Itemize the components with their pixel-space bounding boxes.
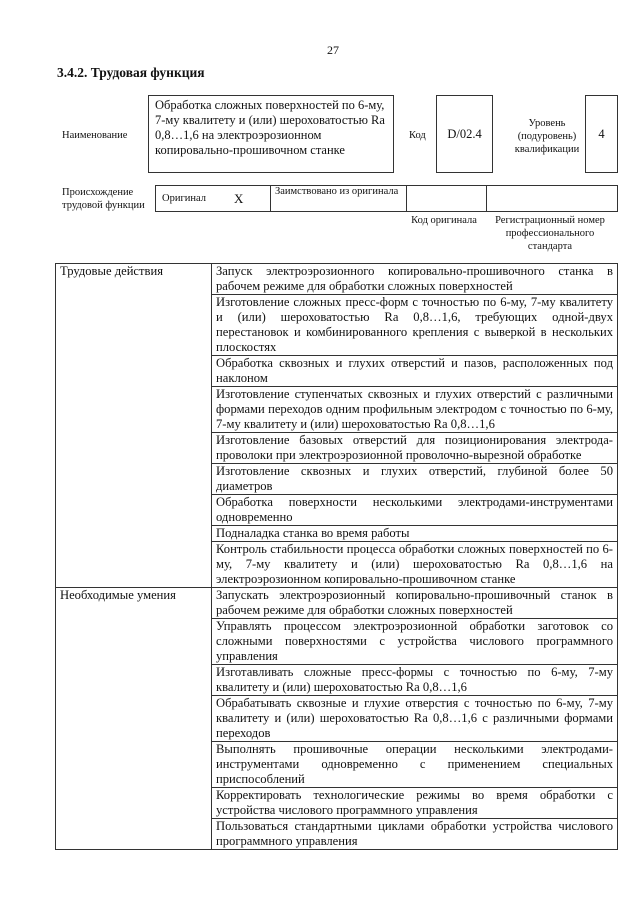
code-label: Код	[409, 130, 426, 141]
list-item: Подналадка станка во время работы	[212, 526, 618, 542]
list-item: Изготавливать сложные пресс-формы с точностью по 6-му, 7-му квалитету и (или) шероховатостью Ra 0,8…1,6	[212, 665, 618, 696]
origin-row	[155, 185, 618, 212]
list-item: Выполнять прошивочные операции несколькими электродами-инструментами одновременно с применением специальных приспособлений	[212, 742, 618, 788]
function-name-box: Обработка сложных поверхностей по 6-му, 7-му квалитету и (или) шероховатостью Ra 0,8…1,6 на электроэрозионном копировально-прошивочном станке	[148, 95, 394, 173]
list-item: Изготовление ступенчатых сквозных и глухих отверстий с различными формами переходов одним профильным электродом с точностью по 6-му, 7-му квалитету и (или) шероховатостью Ra 0,8…1,6	[212, 387, 618, 433]
level-box: 4	[585, 95, 618, 173]
origin-code-cell	[407, 186, 487, 211]
section-heading: 3.4.2. Трудовая функция	[57, 65, 205, 80]
code-box: D/02.4	[436, 95, 493, 173]
list-item: Запускать электроэрозионный копировально-прошивочный станок в рабочем режиме для обработки сложных поверхностей	[212, 588, 618, 619]
list-item: Изготовление сложных пресс-форм с точностью по 6-му, 7-му квалитету и (или) шероховатостью Ra 0,8…1,6, требующих одной-двух перестановок и комбинированного крепления с выверкой в нескольких плоскостях	[212, 295, 618, 356]
function-details-table	[55, 263, 618, 850]
list-item: Пользоваться стандартными циклами обработки устройства числового программного управления	[212, 819, 618, 850]
table-row	[56, 588, 618, 619]
level-label: Уровень (подуровень) квалификации	[514, 118, 580, 155]
origin-code-caption: Код оригинала	[411, 215, 477, 226]
origin-reg-caption: Регистрационный номер профессионального стандарта	[495, 215, 605, 252]
list-item: Обрабатывать сквозные и глухие отверстия с точностью по 6-му, 7-му квалитету и (или) шероховатостью Ra 0,8…1,6 с различными формами переходов	[212, 696, 618, 742]
origin-original-label: Оригинал	[162, 192, 206, 204]
origin-label: Происхождение трудовой функции	[62, 187, 145, 211]
list-item: Управлять процессом электроэрозионной обработки заготовок со сложными поверхностями с устройства числового программного управления	[212, 619, 618, 665]
section-title: Необходимые умения	[56, 588, 212, 850]
origin-borrowed-label: Заимствовано из оригинала	[271, 186, 407, 211]
list-item: Корректировать технологические режимы во время обработки с устройства числового программного управления	[212, 788, 618, 819]
page-number: 27	[327, 43, 339, 57]
list-item: Запуск электроэрозионного копировально-прошивочного станка в рабочем режиме для обработки сложных поверхностей	[212, 264, 618, 295]
origin-mark: X	[234, 190, 244, 206]
list-item: Изготовление сквозных и глухих отверстий, глубиной более 50 диаметров	[212, 464, 618, 495]
list-item: Изготовление базовых отверстий для позиционирования электрода-проволоки при электроэрозионной проволочно-вырезной обработке	[212, 433, 618, 464]
list-item: Обработка сквозных и глухих отверстий и пазов, расположенных под наклоном	[212, 356, 618, 387]
name-label: Наименование	[62, 130, 128, 141]
list-item: Обработка поверхности несколькими электродами-инструментами одновременно	[212, 495, 618, 526]
section-title: Трудовые действия	[56, 264, 212, 588]
table-row	[56, 264, 618, 295]
origin-reg-cell	[487, 186, 617, 211]
list-item: Контроль стабильности процесса обработки сложных поверхностей по 6-му, 7-му квалитету и (или) шероховатостью Ra 0,8…1,6 на электроэрозионном копировально-прошивочном станке	[212, 542, 618, 588]
